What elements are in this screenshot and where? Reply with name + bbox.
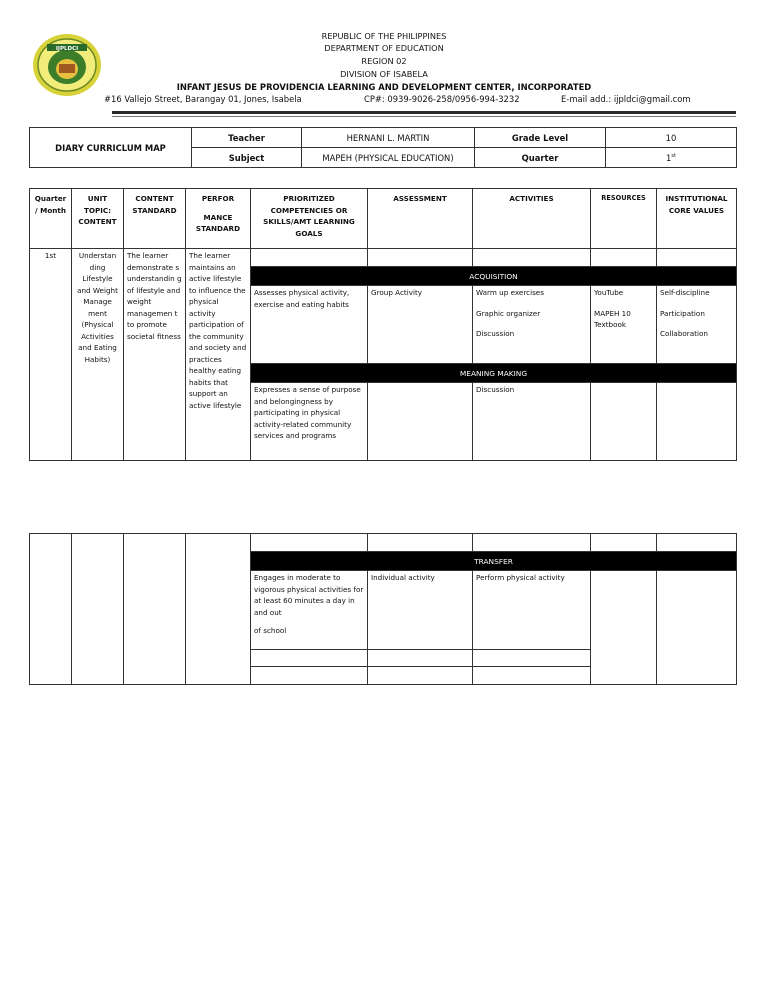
subject-value: MAPEH (PHYSICAL EDUCATION) — [302, 148, 475, 168]
acquisition-label: ACQUISITION — [251, 267, 737, 286]
header-divider — [112, 111, 736, 114]
list-item: Collaboration — [660, 329, 708, 338]
col-activities: ACTIVITIES — [473, 189, 591, 249]
transfer-activities: Perform physical activity — [473, 571, 591, 650]
col-performance-standard-b: MANCE STANDARD — [195, 212, 241, 233]
table-row — [30, 534, 737, 552]
subject-label: Subject — [192, 148, 302, 168]
col-performance-standard — [186, 189, 251, 249]
curriculum-table-continued — [29, 533, 737, 685]
col-content-standard: CONTENT STANDARD — [124, 189, 186, 249]
meaning-making-label: MEANING MAKING — [251, 364, 737, 383]
list-item: YouTube — [594, 288, 624, 297]
header-republic: REPUBLIC OF THE PHILIPPINES — [321, 31, 447, 41]
row-content-standard: The learner demonstrate s understandin g of lifestyle and weight managemen t to promote societal fitness — [124, 249, 186, 461]
acquisition-core-values — [657, 286, 737, 364]
acquisition-resources — [591, 286, 657, 364]
header-phone: CP#: 0939-9026-258/0956-994-3232 — [364, 94, 520, 104]
col-quarter: Quarter / Month — [30, 189, 72, 249]
table-row — [30, 249, 737, 267]
meaning-activities: Discussion — [473, 383, 591, 461]
teacher-value: HERNANI L. MARTIN — [302, 128, 475, 148]
row-unit: Understan ding Lifestyle and Weight Manage ment (Physical Activities and Eating Habits) — [72, 249, 124, 461]
row-quarter: 1st — [30, 249, 72, 461]
col-assessment: ASSESSMENT — [368, 189, 473, 249]
transfer-competency-a: Engages in moderate to vigorous physical activities for at least 60 minutes a day in and out — [254, 573, 364, 617]
header-divider-thin — [112, 116, 736, 117]
logo-text: IJPLDCI — [55, 46, 79, 52]
teacher-label: Teacher — [192, 128, 302, 148]
col-core-values: INSTITUTIONAL CORE VALUES — [657, 189, 737, 249]
list-item: Self-discipline — [660, 288, 710, 297]
header-school-name: INFANT JESUS DE PROVIDENCIA LEARNING AND DEVELOPMENT CENTER, INCORPORATED — [176, 82, 592, 92]
transfer-label: TRANSFER — [251, 552, 737, 571]
quarter-number: 1 — [666, 152, 672, 163]
list-item: MAPEH 10 Textbook — [594, 308, 631, 329]
quarter-value — [606, 148, 737, 168]
grade-level-label: Grade Level — [475, 128, 606, 148]
list-item: Participation — [660, 308, 705, 318]
acquisition-assessment: Group Activity — [368, 286, 473, 364]
curriculum-table — [29, 188, 737, 461]
list-item: Discussion — [476, 329, 515, 338]
list-item: Graphic organizer — [476, 308, 541, 318]
header-region: REGION 02 — [361, 56, 407, 66]
col-resources: RESOURCES — [591, 189, 657, 249]
meaning-competency: Expresses a sense of purpose and belongingness by participating in physical activity-related community services and programs — [251, 383, 368, 461]
acquisition-competency: Assesses physical activity, exercise and eating habits — [251, 286, 368, 364]
header-address: #16 Vallejo Street, Barangay 01, Jones, Isabela — [104, 94, 302, 104]
acquisition-activities — [473, 286, 591, 364]
transfer-competency-b: of school — [254, 626, 287, 635]
map-title: DIARY CURRICLUM MAP — [30, 128, 192, 168]
grade-level-value: 10 — [606, 128, 737, 148]
info-table — [29, 127, 737, 168]
header-department: DEPARTMENT OF EDUCATION — [324, 43, 444, 53]
col-unit: UNIT TOPIC: CONTENT — [72, 189, 124, 249]
header-email: E-mail add.: ijpldci@gmail.com — [561, 94, 691, 104]
quarter-label: Quarter — [475, 148, 606, 168]
transfer-assessment: Individual activity — [368, 571, 473, 650]
list-item: Warm up exercises — [476, 288, 544, 297]
col-performance-standard-a: PERFOR — [201, 194, 235, 203]
quarter-suffix: st — [671, 152, 676, 159]
row-performance-standard: The learner maintains an active lifestyle to influence the physical activity participation of the community and society and practices healthy eating habits that support an active lifestyle — [186, 249, 251, 461]
header-division: DIVISION OF ISABELA — [340, 69, 428, 79]
column-header-row — [30, 189, 737, 249]
col-competencies: PRIORITIZED COMPETENCIES OR SKILLS/AMT LEARNING GOALS — [251, 189, 368, 249]
transfer-competency — [251, 571, 368, 650]
